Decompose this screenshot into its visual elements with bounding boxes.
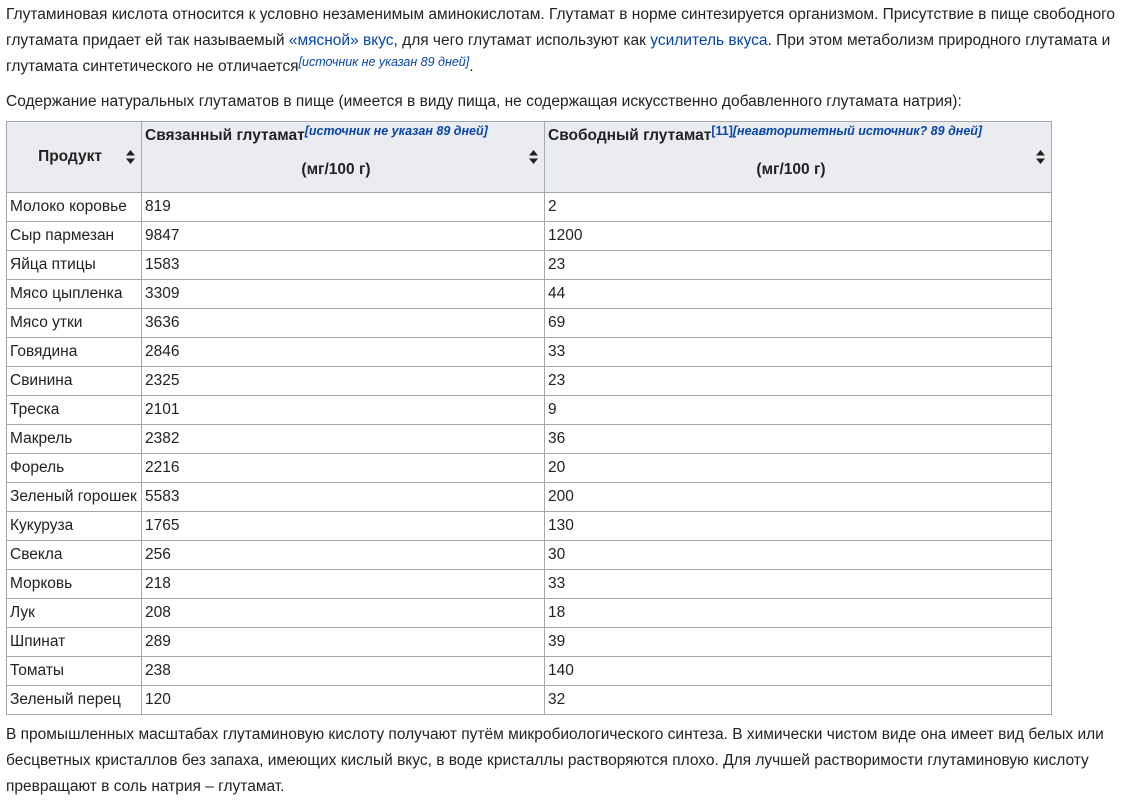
- bound-value-cell: 9847: [142, 222, 545, 251]
- header-bound-glutamate[interactable]: [142, 122, 545, 193]
- free-value-cell: 36: [545, 425, 1052, 454]
- free-value-cell: 69: [545, 309, 1052, 338]
- bound-value-cell: 5583: [142, 483, 545, 512]
- intro-paragraph: [6, 2, 1116, 80]
- product-cell: Зеленый перец: [7, 686, 142, 715]
- sort-arrows-icon[interactable]: [1036, 150, 1045, 164]
- bound-citation: [305, 124, 488, 138]
- product-cell: Томаты: [7, 657, 142, 686]
- bound-value-cell: 208: [142, 599, 545, 628]
- free-value-cell: 2: [545, 193, 1052, 222]
- sort-arrows-icon[interactable]: [126, 150, 135, 164]
- product-cell: Свекла: [7, 541, 142, 570]
- free-value-cell: 33: [545, 338, 1052, 367]
- bound-value-cell: 819: [142, 193, 545, 222]
- free-value-cell: 200: [545, 483, 1052, 512]
- intro-text-3: . При этом метаболизм природного глутамата и глутамата синтетического не отличается: [6, 32, 1111, 75]
- free-citation-link[interactable]: [неавторитетный источник? 89 дней]: [732, 124, 983, 138]
- free-value-cell: 140: [545, 657, 1052, 686]
- bound-value-cell: 120: [142, 686, 545, 715]
- table-intro: Содержание натуральных глутаматов в пище (имеется в виду пища, не содержащая искусственно добавленного глутамата натрия):: [6, 93, 962, 110]
- product-cell: Говядина: [7, 338, 142, 367]
- bound-value-cell: 256: [142, 541, 545, 570]
- free-value-cell: 44: [545, 280, 1052, 309]
- free-value-cell: 23: [545, 367, 1052, 396]
- table-row: [7, 686, 1052, 715]
- bound-value-cell: 1583: [142, 251, 545, 280]
- citation-needed-link[interactable]: [источник не указан 89 дней]: [298, 55, 470, 69]
- product-cell: Форель: [7, 454, 142, 483]
- flavor-enhancer-link[interactable]: усилитель вкуса: [650, 32, 768, 49]
- free-value-cell: 20: [545, 454, 1052, 483]
- header-product-label: Продукт: [38, 148, 102, 165]
- reference-11: [711, 124, 733, 138]
- free-value-cell: 1200: [545, 222, 1052, 251]
- meaty-taste-link[interactable]: «мясной» вкус: [288, 32, 394, 49]
- intro-text-4: .: [469, 58, 474, 75]
- product-cell: Яйца птицы: [7, 251, 142, 280]
- header-bound-title: [145, 124, 488, 145]
- product-cell: Треска: [7, 396, 142, 425]
- outro-paragraph: В промышленных масштабах глутаминовую кислоту получают путём микробиологического синтеза. В химически чистом виде она имеет вид белых или бесцветных кристаллов без запаха, имеющих кислый вкус, в воде кристаллы растворяются плохо. Для лучшей растворимости глутаминовую кислоту превращают в соль натрия – глутамат.: [6, 726, 1104, 795]
- table-row: [7, 541, 1052, 570]
- product-cell: Зеленый горошек: [7, 483, 142, 512]
- table-row: [7, 425, 1052, 454]
- bound-value-cell: 218: [142, 570, 545, 599]
- header-free-label: Свободный глутамат: [548, 127, 712, 144]
- free-citation: [733, 124, 982, 138]
- bound-value-cell: 2216: [142, 454, 545, 483]
- table-row: [7, 338, 1052, 367]
- bound-value-cell: 3309: [142, 280, 545, 309]
- header-free-title: [548, 124, 983, 145]
- product-cell: Лук: [7, 599, 142, 628]
- bound-value-cell: 2101: [142, 396, 545, 425]
- table-row: [7, 628, 1052, 657]
- intro-text-2: , для чего глутамат используют как: [393, 32, 651, 49]
- product-cell: Морковь: [7, 570, 142, 599]
- header-product[interactable]: [7, 122, 142, 193]
- free-value-cell: 39: [545, 628, 1052, 657]
- table-row: [7, 367, 1052, 396]
- header-bound-unit: (мг/100 г): [301, 161, 371, 178]
- header-free-glutamate[interactable]: [545, 122, 1052, 193]
- bound-citation-link[interactable]: [источник не указан 89 дней]: [304, 124, 488, 138]
- free-value-cell: 30: [545, 541, 1052, 570]
- table-row: [7, 280, 1052, 309]
- bound-value-cell: 3636: [142, 309, 545, 338]
- product-cell: Шпинат: [7, 628, 142, 657]
- table-row: [7, 657, 1052, 686]
- product-cell: Мясо утки: [7, 309, 142, 338]
- free-value-cell: 32: [545, 686, 1052, 715]
- table-row: [7, 483, 1052, 512]
- bound-value-cell: 289: [142, 628, 545, 657]
- header-free-unit: (мг/100 г): [756, 161, 826, 178]
- table-row: [7, 570, 1052, 599]
- free-value-cell: 33: [545, 570, 1052, 599]
- header-bound-label: Связанный глутамат: [145, 127, 305, 144]
- product-cell: Макрель: [7, 425, 142, 454]
- product-cell: Кукуруза: [7, 512, 142, 541]
- bound-value-cell: 238: [142, 657, 545, 686]
- reference-11-link[interactable]: [11]: [711, 124, 733, 138]
- product-cell: Мясо цыпленка: [7, 280, 142, 309]
- sort-arrows-icon[interactable]: [529, 150, 538, 164]
- table-row: [7, 454, 1052, 483]
- table-row: [7, 396, 1052, 425]
- free-value-cell: 130: [545, 512, 1052, 541]
- bound-value-cell: 1765: [142, 512, 545, 541]
- glutamate-table: [6, 121, 1052, 715]
- free-value-cell: 23: [545, 251, 1052, 280]
- product-cell: Сыр пармезан: [7, 222, 142, 251]
- table-row: [7, 193, 1052, 222]
- free-value-cell: 9: [545, 396, 1052, 425]
- bound-value-cell: 2325: [142, 367, 545, 396]
- bound-value-cell: 2846: [142, 338, 545, 367]
- citation-needed: [299, 55, 470, 69]
- table-row: [7, 251, 1052, 280]
- table-header-row: [7, 122, 1052, 193]
- intro-text-1: Глутаминовая кислота относится к условно незаменимым аминокислотам. Глутамат в норме синтезируется организмом. Присутствие в пище свободного глутамата придает ей так называемый: [6, 6, 1115, 49]
- table-row: [7, 512, 1052, 541]
- table-row: [7, 222, 1052, 251]
- table-row: [7, 309, 1052, 338]
- free-value-cell: 18: [545, 599, 1052, 628]
- product-cell: Молоко коровье: [7, 193, 142, 222]
- table-row: [7, 599, 1052, 628]
- bound-value-cell: 2382: [142, 425, 545, 454]
- product-cell: Свинина: [7, 367, 142, 396]
